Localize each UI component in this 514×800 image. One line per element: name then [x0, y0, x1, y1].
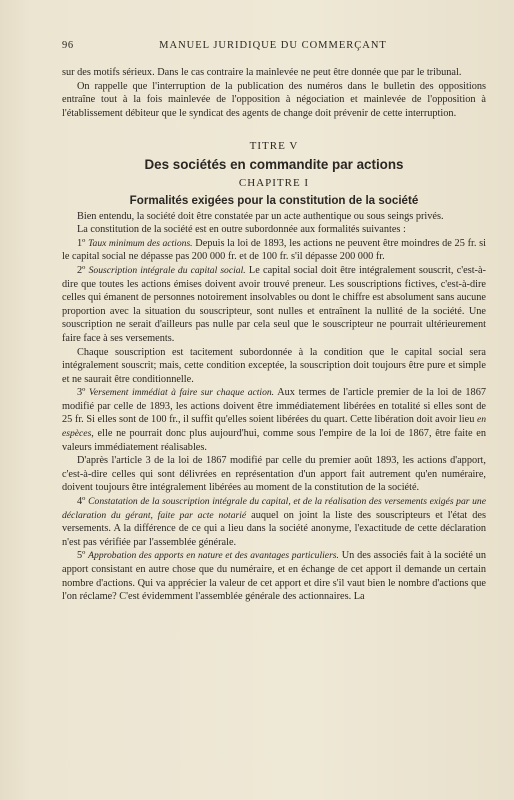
item-text: auquel on joint la liste des souscripteurs et l'état des versements. A la différence de ce qui a lieu dans la société anonyme, l'exactitude de cette déclaration n'est pas vérifiée par l'assemblée générale.	[62, 509, 486, 548]
item-italic-phrase: en espèces	[62, 414, 486, 440]
item-title: Constatation de la souscription intégrale du capital, et de la réalisation des versements exigés par une déclaration du gérant, faite par acte notarié	[62, 496, 486, 521]
running-title: MANUEL JURIDIQUE DU COMMERÇANT	[159, 40, 387, 51]
item-title: Versement immédiat à faire sur chaque action.	[89, 387, 275, 399]
item-text: Depuis la loi de 1893, les actions ne peuvent être moindres de 25 fr. si le capital social ne dépasse pas 200 000 fr. et de 100 fr. s'il dépasse 200 000 fr.	[62, 237, 487, 263]
page-header	[62, 40, 484, 54]
paragraph-actions-apport: D'après l'article 3 de la loi de 1867 modifié par celle du premier août 1893, les actions d'apport, c'est-à-dire celles qui sont délivrées en représentation d'un apport fait autrement qu'en numéraire, doivent toujours être intégralement libérées au moment de la constitution de la société.	[62, 455, 486, 494]
paragraph-interruption: On rappelle que l'interruption de la publication des numéros dans le bulletin des oppositions entraîne tout à la fois mainlevée de l'opposition à négociation et mainlevée de l'opposition à l'établissement débiteur que le syndicat des agents de change doit prévenir de cette interruption.	[62, 80, 486, 119]
item-title: Approbation des apports en nature et des avantages particuliers.	[88, 550, 339, 562]
page-body	[62, 66, 486, 604]
item-text-end: , elle ne pourrait donc plus aujourd'hui, comme sous l'empire de la loi de 1867, être faite en valeurs immédiatement réalisables.	[62, 428, 486, 453]
chapter-title: Formalités exigées pour la constitution de la société	[129, 193, 419, 207]
paragraph-acte: Bien entendu, la société doit être constatée par un acte authentique ou sous seings privés.	[77, 210, 444, 222]
item-text: Aux termes de l'article premier de la loi de 1867 modifié par celle de 1893, les actions doivent être immédiatement libérées en totalité si elles sont de 25 fr. Si elles sont de 100 fr., il suffit qu'elles soient libérées du quart. Cette libération doit avoir lieu	[62, 387, 486, 426]
item-constatation	[62, 495, 486, 549]
item-taux-minimum	[62, 237, 486, 264]
item-number: 4º	[77, 496, 86, 508]
paragraph-condition: Chaque souscription est tacitement subordonnée à la condition que le capital social sera intégralement souscrit; mais, cette condition exceptée, la souscription doit toujours être pure et simple et ne saurait être conditionnelle.	[62, 346, 486, 385]
item-approbation	[62, 549, 486, 603]
item-title: Souscription intégrale du capital social.	[88, 264, 246, 276]
item-text: Un des associés fait à la société un apport consistant en autre chose que du numéraire, et en échange de cet apport il demande un certain nombre d'actions. Qui va apprécier la valeur de cet apport et dire s'il vaut bien le nombre d'actions que l'on réclame? C'est évidemment l'assemblée générale des actionnaires. La	[62, 550, 486, 603]
item-number: 3º	[77, 387, 86, 399]
titre-heading: TITRE V	[249, 140, 299, 153]
paragraph-continuation: sur des motifs sérieux. Dans le cas contraire la mainlevée ne peut être donnée que par le tribunal.	[62, 67, 462, 78]
page-number: 96	[62, 40, 74, 51]
paragraph-formalites: La constitution de la société est en outre subordonnée aux formalités suivantes :	[77, 224, 406, 236]
item-souscription	[62, 264, 486, 346]
section-title: Des sociétés en commandite par actions	[144, 156, 404, 172]
item-number: 1º	[77, 237, 86, 249]
item-text: Le capital social doit être intégralement souscrit, c'est-à-dire que toutes les actions émises doivent avoir trouvé preneur. Les souscriptions fictives, c'est-à-dire celles qui émanent de personnes notoirement insolvables ou dont le chiffre est absolument sans aucune proportion avec la situation du souscripteur, sont nulles et entraînent la nullité de la société. Une souscription ne serait d'ailleurs pas nulle par cela seul que le souscripteur ne pourrait ultérieurement faire face à ses versements.	[62, 264, 486, 344]
chapitre-heading: CHAPITRE I	[238, 176, 310, 189]
item-number: 5º	[77, 550, 86, 562]
item-title: Taux minimum des actions.	[88, 237, 193, 249]
item-number: 2º	[77, 264, 86, 276]
item-versement	[62, 386, 486, 454]
